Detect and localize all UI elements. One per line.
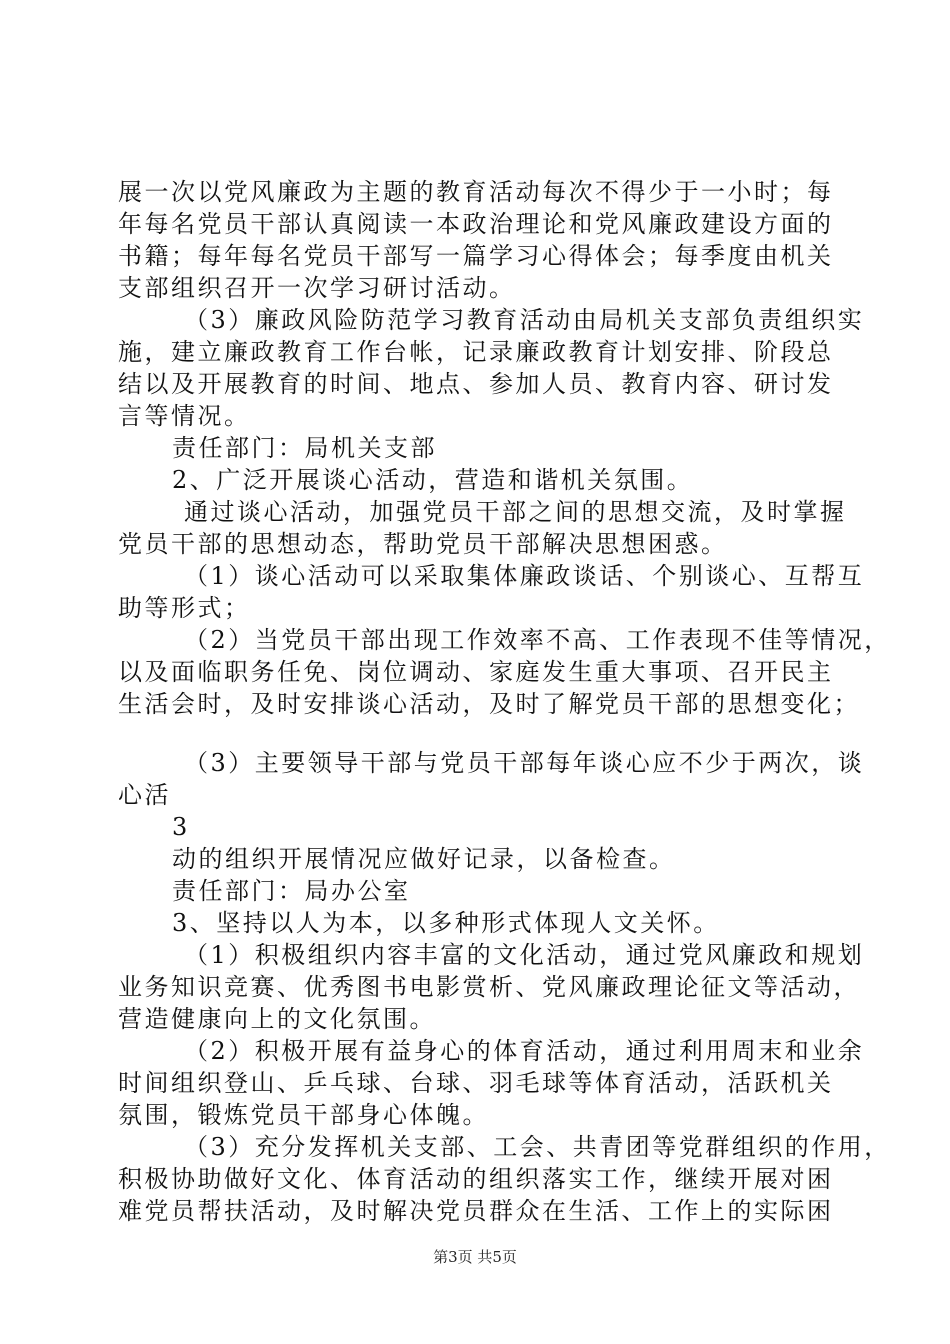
text-line: 党员干部的思想动态，帮助党员干部解决思想困惑。: [118, 530, 728, 558]
page-number-marker: 3: [172, 813, 190, 841]
text-line: 年每名党员干部认真阅读一本政治理论和党风廉政建设方面的: [118, 210, 834, 238]
text-line: 营造健康向上的文化氛围。: [118, 1005, 436, 1033]
section-heading: 3、坚持以人为本，以多种形式体现人文关怀。: [172, 909, 720, 937]
text-line: 时间组织登山、乒乓球、台球、羽毛球等体育活动，活跃机关: [118, 1069, 834, 1097]
text-line: 心活: [118, 781, 171, 809]
text-line: 动的组织开展情况应做好记录，以备检查。: [172, 845, 676, 873]
text-line: 施，建立廉政教育工作台帐，记录廉政教育计划安排、阶段总: [118, 338, 834, 366]
text-line: （3）充分发挥机关支部、工会、共青团等党群组织的作用，: [184, 1133, 891, 1161]
text-line: 难党员帮扶活动，及时解决党员群众在生活、工作上的实际困: [118, 1197, 834, 1225]
text-line: 氛围，锻炼党员干部身心体魄。: [118, 1101, 489, 1129]
text-line: 以及面临职务任免、岗位调动、家庭发生重大事项、召开民主: [118, 658, 834, 686]
text-line: 展一次以党风廉政为主题的教育活动每次不得少于一小时；每: [118, 178, 834, 206]
text-line: （1）积极组织内容丰富的文化活动，通过党风廉政和规划: [184, 941, 865, 969]
text-line: （3）主要领导干部与党员干部每年谈心应不少于两次，谈: [184, 749, 865, 777]
text-line: （3）廉政风险防范学习教育活动由局机关支部负责组织实: [184, 306, 865, 334]
responsible-department: 责任部门：局机关支部: [172, 434, 437, 462]
blank-line: [118, 720, 834, 747]
page-footer: 第3页 共5页: [433, 1248, 517, 1266]
text-line: 助等形式；: [118, 594, 251, 622]
text-line: 业务知识竞赛、优秀图书电影赏析、党风廉政理论征文等活动，: [118, 973, 860, 1001]
text-line: 通过谈心活动，加强党员干部之间的思想交流，及时掌握: [184, 498, 847, 526]
document-body: [118, 176, 891, 1227]
text-line: （2）积极开展有益身心的体育活动，通过利用周末和业余: [184, 1037, 865, 1065]
text-line: 积极协助做好文化、体育活动的组织落实工作，继续开展对困: [118, 1165, 834, 1193]
text-line: 生活会时，及时安排谈心活动，及时了解党员干部的思想变化；: [118, 690, 860, 718]
text-line: 书籍；每年每名党员干部写一篇学习心得体会；每季度由机关: [118, 242, 834, 270]
text-line: （2）当党员干部出现工作效率不高、工作表现不佳等情况，: [184, 626, 891, 654]
text-line: 支部组织召开一次学习研讨活动。: [118, 274, 516, 302]
text-line: （1）谈心活动可以采取集体廉政谈话、个别谈心、互帮互: [184, 562, 865, 590]
responsible-department: 责任部门：局办公室: [172, 877, 411, 905]
text-line: 结以及开展教育的时间、地点、参加人员、教育内容、研讨发: [118, 370, 834, 398]
section-heading: 2、广泛开展谈心活动，营造和谐机关氛围。: [172, 466, 694, 494]
text-line: 言等情况。: [118, 402, 251, 430]
